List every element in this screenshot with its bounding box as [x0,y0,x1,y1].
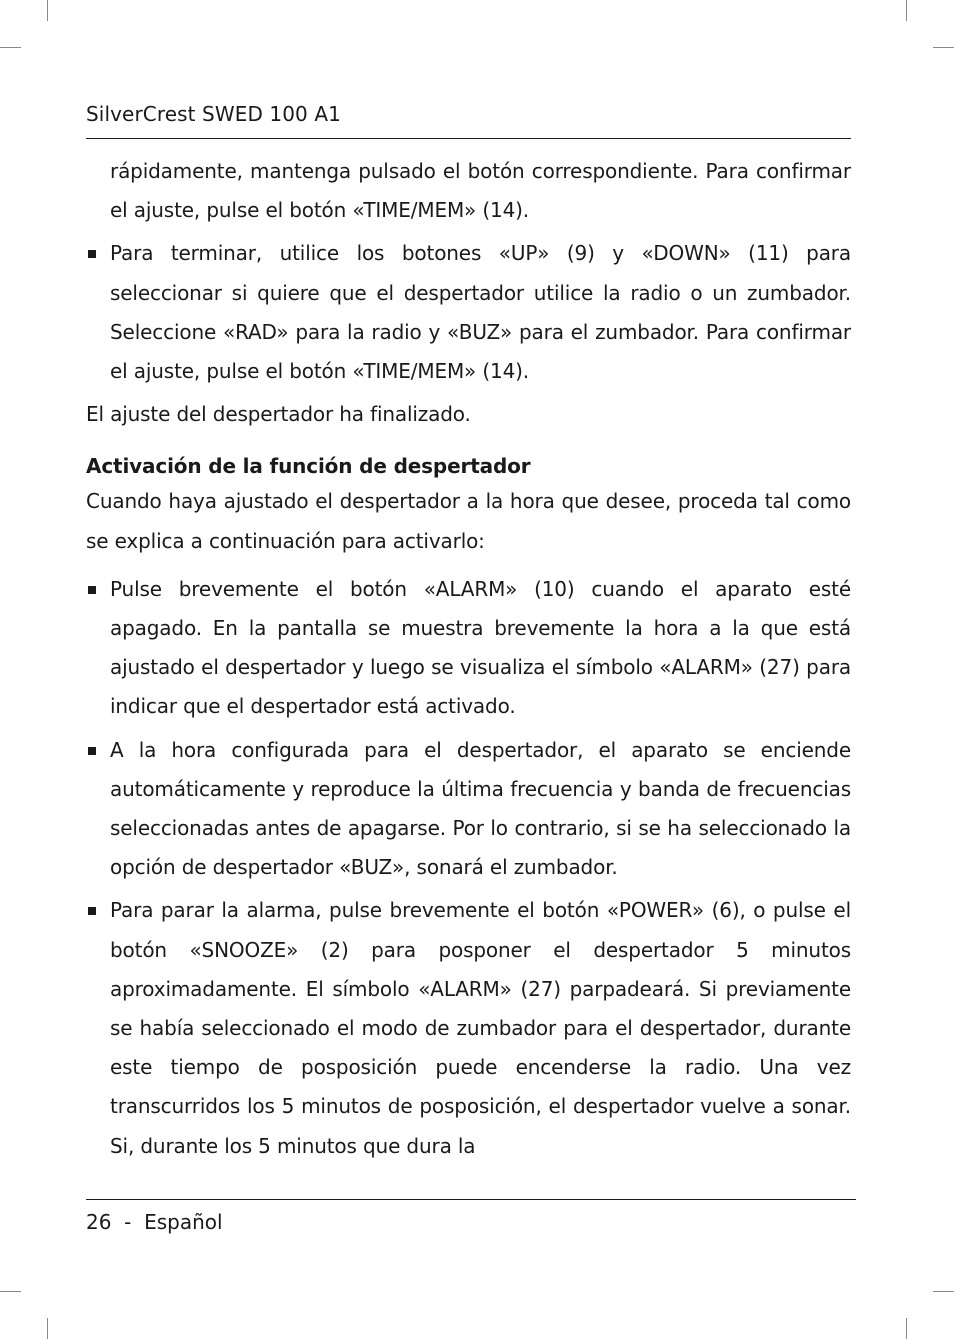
list-item [86,570,851,727]
list-item [86,891,851,1165]
section-intro: Cuando haya ajustado el despertador a la hora que desee, proceda tal como se explica a continuación para activarlo: [86,489,851,553]
list-item [86,731,851,888]
crop-mark [906,0,907,21]
page-number-label: 26 - Español [86,1210,223,1234]
crop-mark [906,1318,907,1339]
crop-mark [47,0,48,21]
finish-note: El ajuste del despertador ha finalizado. [86,402,471,427]
crop-mark [933,1291,954,1292]
list-item-text: Para terminar, utilice los botones «UP» (9) y «DOWN» (11) para seleccionar si quiere que el despertador utilice la radio o un zumbador. Seleccione «RAD» para la radio y «BUZ» para el zumbador. Para confirmar el ajuste, pulse el botón «TIME/MEM» (14). [110,241,851,384]
page-header [86,98,851,139]
bullet-icon [88,586,96,594]
intro-continuation: rápidamente, mantenga pulsado el botón correspondiente. Para confirmar el ajuste, pulse el botón «TIME/MEM» (14). [110,159,851,223]
crop-mark [0,1291,21,1292]
page-content [86,152,851,1166]
crop-mark [933,47,954,48]
list-item-text: Para parar la alarma, pulse brevemente el botón «POWER» (6), o pulse el botón «SNOOZE» (2) para posponer el despertador 5 minutos aproximadamente. El símbolo «ALARM» (27) parpadeará. Si previamente se había seleccionado el modo de zumbador para el despertador, durante este tiempo de posposición puede encenderse la radio. Una vez transcurridos los 5 minutos de posposición, el despertador vuelve a sonar. Si, durante los 5 minutos que dura la [110,898,851,1158]
bullet-icon [88,250,96,258]
list-item-text: A la hora configurada para el despertador, el aparato se enciende automáticamente y reproduce la última frecuencia y banda de frecuencias seleccionadas antes de apagarse. Por lo contrario, si se ha seleccionado la opción de despertador «BUZ», sonará el zumbador. [110,737,851,880]
crop-mark [0,47,21,48]
crop-mark [47,1318,48,1339]
header-title: SilverCrest SWED 100 A1 [86,102,341,126]
list-item [86,234,851,391]
list-item-text: Pulse brevemente el botón «ALARM» (10) cuando el aparato esté apagado. En la pantalla se muestra brevemente la hora a la que está ajustado el despertador y luego se visualiza el símbolo «ALARM» (27) para indicar que el despertador está activado. [110,576,851,719]
page-footer [86,1199,856,1244]
section-heading: Activación de la función de despertador [86,454,531,479]
bullet-icon [88,747,96,755]
bullet-icon [88,907,96,915]
